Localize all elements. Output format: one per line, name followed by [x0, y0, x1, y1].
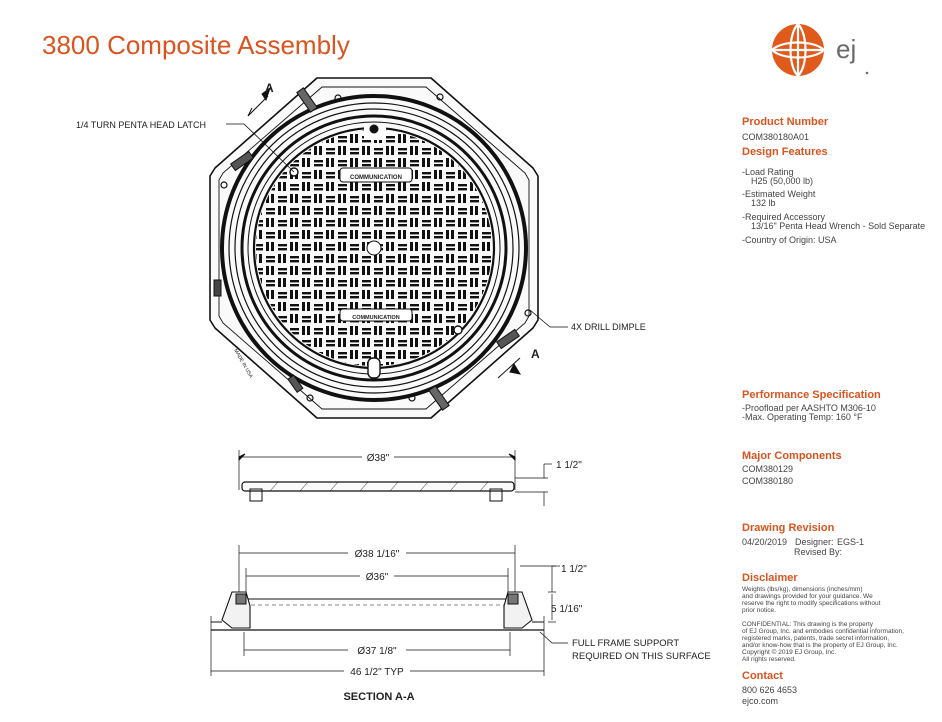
confidential-line: CONFIDENTIAL: This drawing is the property [742, 621, 874, 628]
feature-label: -Estimated Weight [742, 189, 816, 199]
feature-label: -Load Rating [742, 167, 794, 177]
frame-base-dia-dim: Ø37 1/8" [357, 646, 397, 657]
component-line: COM380129 [742, 464, 794, 474]
frame-inner-dia-dim: Ø36" [365, 572, 389, 583]
confidential-line: registered marks, patents, trade secret information, [742, 635, 890, 642]
feature-value: 13/16" Penta Head Wrench - Sold Separate [751, 221, 926, 231]
performance-line: -Max. Operating Temp: 160 °F [742, 412, 863, 422]
confidential-line: and/or know-how that is the property of EJ Group, Inc. [742, 642, 898, 649]
component-line: COM380180 [742, 476, 794, 486]
designer-value: EGS-1 [837, 537, 865, 547]
cover-text-top: COMMUNICATION [350, 175, 402, 181]
disclaimer-line: prior notice. [742, 607, 776, 614]
performance-heading: Performance Specification [742, 389, 881, 401]
drawing-revision-heading: Drawing Revision [742, 522, 835, 534]
disclaimer-line: Weights (lbs/kg), dimensions (inches/mm) [742, 586, 863, 593]
plan-view [210, 78, 538, 418]
support-note-line-2: REQUIRED ON THIS SURFACE [572, 651, 711, 662]
revised-by-label: Revised By: [794, 547, 843, 557]
globe-icon [770, 22, 880, 82]
ej-logo [770, 22, 880, 82]
contact-heading: Contact [742, 670, 783, 682]
contact-website-link[interactable]: ejco.com [742, 696, 779, 706]
support-note-line-1: FULL FRAME SUPPORT [572, 638, 680, 649]
feature-label: -Country of Origin: USA [742, 235, 837, 245]
feature-label: -Required Accessory [742, 212, 826, 222]
section-marker-label: A [531, 347, 540, 361]
major-components-heading: Major Components [742, 450, 842, 462]
cover-text-bottom: COMMUNICATION [352, 315, 400, 321]
frame-lip-dim: 1 1/2" [561, 564, 587, 575]
disclaimer-heading: Disclaimer [742, 572, 798, 584]
feature-value: H25 (50,000 lb) [751, 176, 814, 186]
design-features-heading: Design Features [742, 146, 828, 158]
latch-callout: 1/4 TURN PENTA HEAD LATCH [76, 120, 207, 130]
disclaimer-line: reserve the right to modify specifications without [742, 600, 881, 607]
confidential-line: of EJ Group, Inc. and embodies confidential information, [742, 628, 904, 635]
cover-height-dim: 1 1/2" [556, 460, 582, 471]
page-title: 3800 Composite Assembly [42, 30, 350, 60]
frame-flange-dim: 46 1/2" TYP [350, 667, 404, 678]
confidential-line: All rights reserved. [742, 656, 796, 663]
made-in-usa-mark: MADE IN USA [232, 348, 254, 380]
dimple-callout: 4X DRILL DIMPLE [571, 322, 646, 332]
section-marker-bottom [498, 358, 520, 378]
product-number-value: COM380180A01 [742, 132, 810, 142]
feature-value: 132 lb [751, 198, 776, 208]
cover-section-view [239, 450, 552, 506]
logo-text: ej [836, 34, 857, 64]
disclaimer-line: and drawings provided for your guidance. We [742, 593, 873, 600]
confidential-line: Copyright © 2019 EJ Group, Inc. [742, 649, 837, 656]
section-marker-label: A [265, 81, 274, 95]
frame-height-dim: 5 1/16" [551, 604, 583, 615]
cover-diameter-dim: Ø38" [366, 453, 390, 464]
product-number-heading: Product Number [742, 116, 829, 128]
frame-outer-dia-dim: Ø38 1/16" [354, 549, 400, 560]
performance-line: -Proofload per AASHTO M306-10 [742, 403, 876, 413]
revision-date: 04/20/2019 [742, 537, 788, 547]
section-title: SECTION A-A [343, 691, 415, 703]
contact-phone[interactable]: 800 626 4653 [742, 685, 798, 695]
designer-label: Designer: [795, 537, 834, 547]
